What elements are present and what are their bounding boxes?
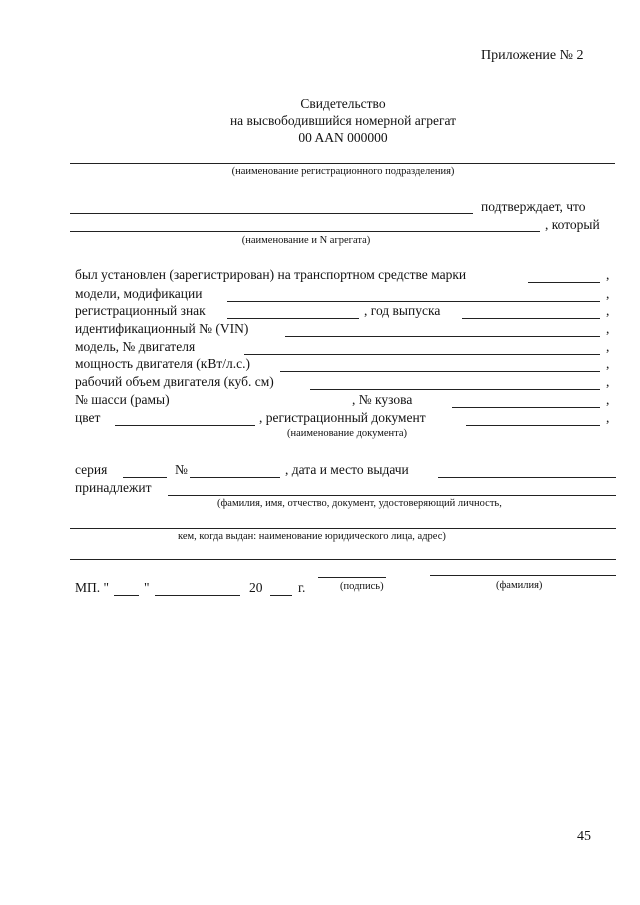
- comma: ,: [606, 356, 610, 371]
- comma: ,: [606, 374, 610, 389]
- color-label: цвет: [75, 410, 101, 425]
- confirmer-line[interactable]: [70, 213, 473, 214]
- mp-label: МП. ": [75, 580, 110, 595]
- installed-label: был установлен (зарегистрирован) на транспортном средстве марки: [75, 267, 467, 282]
- engine-volume-label: рабочий объем двигателя (куб. см): [75, 374, 274, 389]
- document-title: Свидетельство: [300, 96, 386, 111]
- caption-owner-issued: кем, когда выдан: наименование юридического лица, адрес): [178, 531, 446, 542]
- year-line[interactable]: [462, 318, 600, 319]
- comma: ,: [606, 410, 610, 425]
- issue-label: , дата и место выдачи: [285, 462, 409, 477]
- series-label: серия: [75, 462, 108, 477]
- caption-owner-person: (фамилия, имя, отчество, документ, удостоверяющий личность,: [217, 498, 502, 509]
- reg-sign-line[interactable]: [227, 318, 359, 319]
- reg-doc-line[interactable]: [466, 425, 600, 426]
- model-line[interactable]: [227, 301, 600, 302]
- comma: ,: [606, 392, 610, 407]
- number-sign: №: [175, 462, 188, 477]
- owner-address-line[interactable]: [70, 559, 616, 560]
- caption-document: (наименование документа): [287, 428, 408, 439]
- signature-line[interactable]: [318, 577, 386, 578]
- day-line[interactable]: [114, 595, 139, 596]
- comma: ,: [606, 339, 610, 354]
- vin-line[interactable]: [285, 336, 600, 337]
- reg-doc-label: , регистрационный документ: [259, 410, 426, 425]
- year-label: , год выпуска: [364, 303, 441, 318]
- body-label: , № кузова: [352, 392, 413, 407]
- owner-line[interactable]: [168, 495, 616, 496]
- comma: ,: [606, 267, 610, 282]
- confirms-label: подтверждает, что: [481, 199, 586, 214]
- engine-power-label: мощность двигателя (кВт/л.с.): [75, 356, 250, 371]
- page-number: 45: [577, 829, 591, 844]
- document-subtitle: на высвободившийся номерной агрегат: [229, 113, 457, 128]
- caption-registration-unit: (наименование регистрационного подразделения): [231, 166, 455, 177]
- color-line[interactable]: [115, 425, 255, 426]
- caption-surname: (фамилия): [496, 580, 543, 591]
- appendix-label: Приложение № 2: [481, 48, 584, 63]
- year-unit: г.: [298, 580, 306, 595]
- issue-line[interactable]: [438, 477, 616, 478]
- number-line[interactable]: [190, 477, 280, 478]
- registration-unit-line[interactable]: [70, 163, 615, 164]
- belongs-label: принадлежит: [75, 480, 152, 495]
- certificate-number: 00 AAN 000000: [298, 130, 388, 145]
- year-suffix-line[interactable]: [270, 595, 292, 596]
- vin-label: идентификационный № (VIN): [75, 321, 249, 336]
- model-label: модели, модификации: [75, 286, 203, 301]
- comma: ,: [606, 303, 610, 318]
- surname-line[interactable]: [430, 575, 616, 576]
- quote-mark: ": [144, 580, 150, 595]
- vehicle-make-line[interactable]: [528, 282, 600, 283]
- engine-volume-line[interactable]: [310, 389, 600, 390]
- month-line[interactable]: [155, 595, 240, 596]
- caption-signature: (подпись): [340, 581, 384, 592]
- comma: ,: [606, 286, 610, 301]
- year-prefix: 20: [249, 580, 263, 595]
- chassis-label: № шасси (рамы): [75, 392, 170, 407]
- engine-power-line[interactable]: [280, 371, 600, 372]
- series-line[interactable]: [123, 477, 167, 478]
- comma: ,: [606, 321, 610, 336]
- body-line[interactable]: [452, 407, 600, 408]
- engine-model-label: модель, № двигателя: [75, 339, 196, 354]
- aggregate-line[interactable]: [70, 231, 540, 232]
- which-label: , который: [545, 217, 600, 232]
- engine-model-line[interactable]: [244, 354, 600, 355]
- owner-details-line[interactable]: [70, 528, 616, 529]
- caption-aggregate: (наименование и N агрегата): [241, 235, 371, 246]
- reg-sign-label: регистрационный знак: [75, 303, 206, 318]
